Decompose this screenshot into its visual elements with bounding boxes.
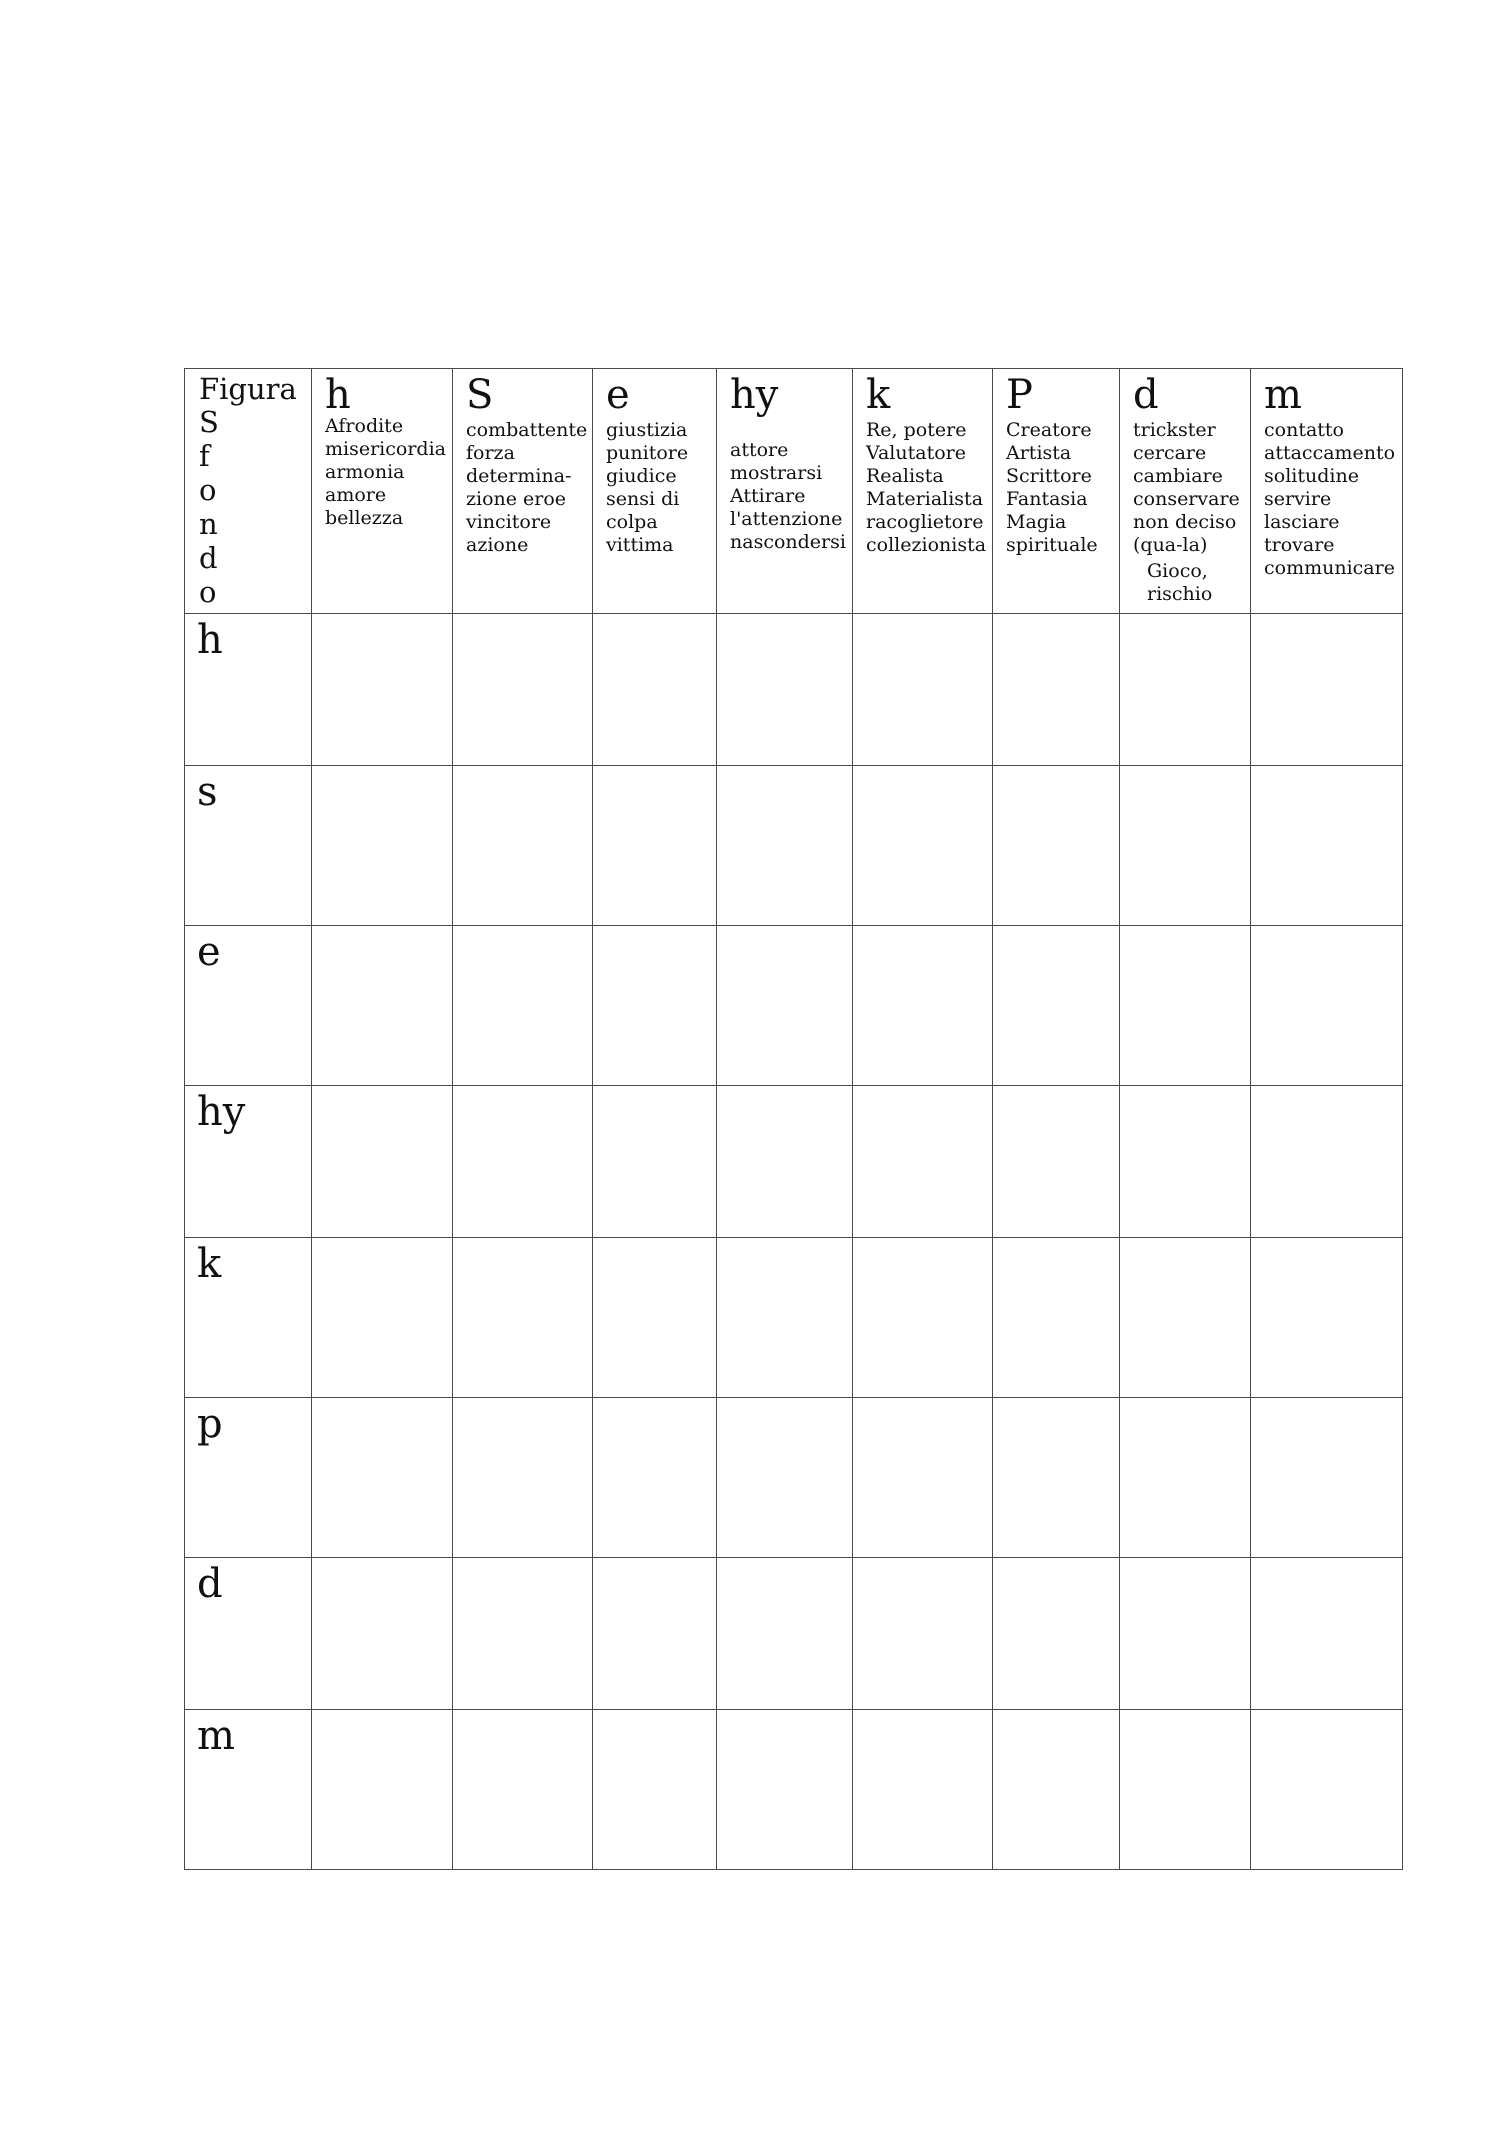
row-header (185, 1558, 312, 1710)
grid-cell[interactable] (993, 1086, 1120, 1238)
grid-cell[interactable] (453, 1238, 593, 1398)
grid-cell[interactable] (312, 1558, 453, 1710)
column-keyword: Artista (1006, 442, 1072, 464)
grid-cell[interactable] (453, 614, 593, 766)
grid-cell[interactable] (993, 1710, 1120, 1870)
column-letter: hy (730, 372, 779, 418)
grid-cell[interactable] (593, 614, 717, 766)
column-keyword: spirituale (1006, 534, 1098, 556)
column-letter: h (325, 372, 351, 418)
column-keyword: misericordia (325, 438, 446, 460)
grid-cell[interactable] (717, 926, 853, 1086)
column-keywords (606, 419, 716, 557)
grid-cell[interactable] (1120, 614, 1251, 766)
grid-cell[interactable] (1120, 1710, 1251, 1870)
grid-cell[interactable] (1251, 926, 1403, 1086)
grid-row (185, 1558, 1403, 1710)
column-keyword: vincitore (466, 511, 552, 533)
row-letter: d (197, 1561, 223, 1607)
row-letter: hy (197, 1089, 246, 1135)
grid-cell[interactable] (1251, 1238, 1403, 1398)
grid-cell[interactable] (312, 766, 453, 926)
column-keyword: sensi di (606, 488, 680, 510)
column-keyword: trickster (1133, 419, 1216, 441)
column-keyword: solitudine (1264, 465, 1359, 487)
column-keyword: Re, potere (866, 419, 967, 441)
column-keyword: trovare (1264, 534, 1335, 556)
grid-cell[interactable] (717, 1558, 853, 1710)
row-letter: s (197, 769, 218, 815)
grid-cell[interactable] (993, 1558, 1120, 1710)
column-keyword: nascondersi (730, 531, 846, 553)
grid-row (185, 1086, 1403, 1238)
grid-cell[interactable] (993, 766, 1120, 926)
grid-cell[interactable] (312, 1710, 453, 1870)
grid-cell[interactable] (312, 614, 453, 766)
column-keyword: cercare (1133, 442, 1207, 464)
column-keyword: conservare (1133, 488, 1240, 510)
column-keyword: giustizia (606, 419, 688, 441)
grid-cell[interactable] (1251, 614, 1403, 766)
grid-cell[interactable] (717, 614, 853, 766)
grid-cell[interactable] (1251, 766, 1403, 926)
grid-cell[interactable] (1120, 1086, 1251, 1238)
corner-vertical-letter: n (199, 507, 218, 541)
row-header (185, 1086, 312, 1238)
column-keyword: cambiare (1133, 465, 1223, 487)
column-header (312, 369, 453, 614)
row-header (185, 614, 312, 766)
column-header (1251, 369, 1403, 614)
column-keyword: determina- (466, 465, 572, 487)
column-keyword: non deciso (1133, 511, 1237, 533)
grid-cell[interactable] (593, 1558, 717, 1710)
column-letter: d (1133, 372, 1159, 418)
grid-cell[interactable] (853, 1086, 993, 1238)
column-letter: e (606, 372, 630, 418)
column-keyword: Creatore (1006, 419, 1092, 441)
column-keyword: armonia (325, 461, 405, 483)
grid-row (185, 614, 1403, 766)
column-header (993, 369, 1120, 614)
grid-cell[interactable] (453, 1398, 593, 1558)
column-keyword: Realista (866, 465, 944, 487)
grid-cell[interactable] (717, 1398, 853, 1558)
grid-cell[interactable] (593, 1086, 717, 1238)
column-keyword: (qua-la) (1133, 534, 1208, 556)
column-keyword: communicare (1264, 557, 1395, 579)
corner-vertical-letter: f (199, 439, 210, 473)
grid-cell[interactable] (993, 926, 1120, 1086)
grid-cell[interactable] (1120, 766, 1251, 926)
column-keyword: zione eroe (466, 488, 567, 510)
column-keyword: l'attenzione (730, 508, 843, 530)
grid-cell[interactable] (312, 926, 453, 1086)
row-header (185, 1238, 312, 1398)
grid-cell[interactable] (1120, 1558, 1251, 1710)
row-letter: k (197, 1241, 222, 1287)
column-keyword: collezionista (866, 534, 987, 556)
column-keyword: forza (466, 442, 515, 464)
grid-cell[interactable] (853, 1238, 993, 1398)
grid-cell[interactable] (1251, 1710, 1403, 1870)
column-keyword: Attirare (730, 485, 806, 507)
column-header (853, 369, 993, 614)
grid-cell[interactable] (453, 1710, 593, 1870)
grid-cell[interactable] (717, 1086, 853, 1238)
column-keywords (325, 415, 452, 530)
grid-cell[interactable] (312, 1086, 453, 1238)
grid-cell[interactable] (593, 1710, 717, 1870)
grid-cell[interactable] (717, 766, 853, 926)
row-header (185, 926, 312, 1086)
column-keyword: Afrodite (325, 415, 404, 437)
corner-vertical-letter: o (199, 575, 217, 609)
column-keyword: amore (325, 484, 387, 506)
grid-cell[interactable] (853, 1558, 993, 1710)
corner-vertical-letter: d (199, 541, 218, 575)
column-keyword: vittima (606, 534, 674, 556)
column-header (1120, 369, 1251, 614)
grid-cell[interactable] (993, 1398, 1120, 1558)
grid-cell[interactable] (993, 1238, 1120, 1398)
grid-cell[interactable] (993, 614, 1120, 766)
grid-cell[interactable] (593, 1398, 717, 1558)
grid-row (185, 766, 1403, 926)
column-keyword: Materialista (866, 488, 984, 510)
grid-cell[interactable] (717, 1710, 853, 1870)
row-letter: e (197, 929, 221, 975)
corner-vertical-letter: o (199, 473, 217, 507)
column-keyword: bellezza (325, 507, 404, 529)
column-keyword: attore (730, 439, 789, 461)
column-keyword: punitore (606, 442, 689, 464)
column-keyword: Valutatore (866, 442, 966, 464)
column-keywords (1006, 419, 1119, 557)
column-header (593, 369, 717, 614)
header-row (185, 369, 1403, 614)
grid-row (185, 926, 1403, 1086)
row-letter: p (197, 1401, 223, 1447)
row-header (185, 1398, 312, 1558)
grid-cell[interactable] (453, 1086, 593, 1238)
column-keyword: lasciare (1264, 511, 1340, 533)
row-header (185, 766, 312, 926)
archetype-grid (184, 368, 1403, 1870)
grid-cell[interactable] (453, 1558, 593, 1710)
column-keywords (466, 419, 592, 557)
column-keyword: giudice (606, 465, 677, 487)
grid-cell[interactable] (593, 766, 717, 926)
grid-cell[interactable] (1251, 1086, 1403, 1238)
column-keyword: racoglietore (866, 511, 984, 533)
column-keyword: combattente (466, 419, 588, 441)
row-letter: h (197, 617, 223, 663)
column-keyword: azione (466, 534, 529, 556)
corner-title: Figura (199, 372, 297, 406)
column-letter: S (466, 372, 494, 418)
column-keywords (1264, 419, 1402, 580)
row-header (185, 1710, 312, 1870)
column-note: Gioco, rischio (1147, 560, 1213, 605)
column-letter: k (866, 372, 891, 418)
grid-cell[interactable] (453, 766, 593, 926)
grid-cell[interactable] (593, 1238, 717, 1398)
grid-cell[interactable] (1251, 1398, 1403, 1558)
column-letter: m (1264, 372, 1302, 418)
grid-cell[interactable] (312, 1398, 453, 1558)
column-header (717, 369, 853, 614)
column-keywords (730, 439, 852, 554)
grid-row (185, 1398, 1403, 1558)
grid-cell[interactable] (453, 926, 593, 1086)
column-keyword: contatto (1264, 419, 1344, 441)
grid-cell[interactable] (593, 926, 717, 1086)
column-keyword: colpa (606, 511, 658, 533)
grid-cell[interactable] (1120, 1238, 1251, 1398)
grid-cell[interactable] (1251, 1558, 1403, 1710)
column-letter: P (1006, 372, 1033, 418)
corner-vertical-letter: S (199, 405, 219, 439)
grid-row (185, 1238, 1403, 1398)
column-keyword: servire (1264, 488, 1332, 510)
column-keyword: Fantasia (1006, 488, 1088, 510)
grid-row (185, 1710, 1403, 1870)
column-keyword: mostrarsi (730, 462, 823, 484)
grid-cell[interactable] (853, 766, 993, 926)
column-keyword: Scrittore (1006, 465, 1092, 487)
grid-cell[interactable] (853, 926, 993, 1086)
column-keyword: Magia (1006, 511, 1067, 533)
grid-cell[interactable] (853, 1710, 993, 1870)
column-keywords (866, 419, 992, 557)
grid-cell[interactable] (853, 1398, 993, 1558)
grid-cell[interactable] (312, 1238, 453, 1398)
row-letter: m (197, 1713, 235, 1759)
column-header (453, 369, 593, 614)
grid-cell[interactable] (1120, 1398, 1251, 1558)
corner-cell (185, 369, 312, 614)
column-keyword: attaccamento (1264, 442, 1396, 464)
grid-cell[interactable] (717, 1238, 853, 1398)
grid-cell[interactable] (1120, 926, 1251, 1086)
column-keywords (1133, 419, 1250, 557)
grid-cell[interactable] (853, 614, 993, 766)
